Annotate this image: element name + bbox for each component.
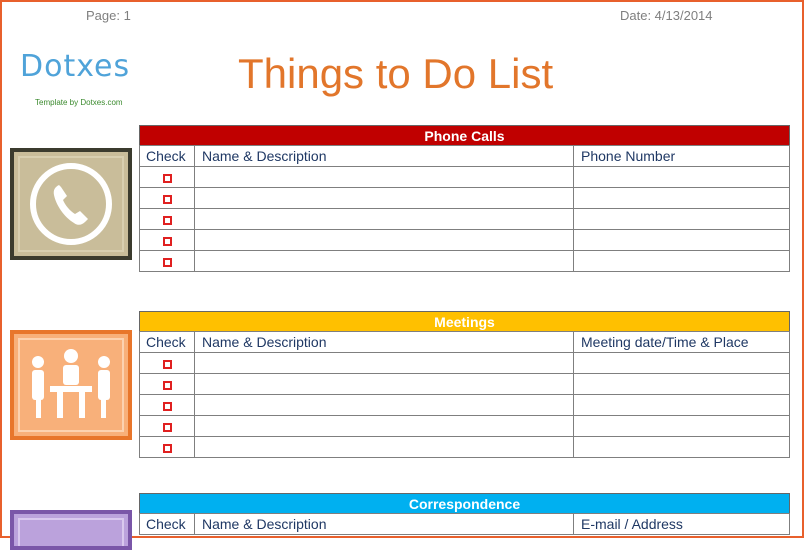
- table-row: [140, 251, 790, 272]
- table-cell[interactable]: [195, 209, 574, 230]
- page-date: Date: 4/13/2014: [620, 8, 713, 23]
- table-row: [140, 395, 790, 416]
- table-cell[interactable]: [574, 251, 790, 272]
- phone-icon: [10, 148, 132, 260]
- table-cell[interactable]: [195, 395, 574, 416]
- checkbox[interactable]: [163, 402, 172, 411]
- logo-text: Dotxes: [20, 49, 131, 84]
- column-header: Name & Description: [195, 146, 574, 167]
- column-header: Meeting date/Time & Place: [574, 332, 790, 353]
- table-cell[interactable]: [195, 230, 574, 251]
- section-correspondence: [139, 493, 790, 535]
- table-cell[interactable]: [195, 353, 574, 374]
- table-cell[interactable]: [574, 230, 790, 251]
- checkbox[interactable]: [163, 444, 172, 453]
- logo: [20, 50, 150, 88]
- checkbox[interactable]: [163, 216, 172, 225]
- section-title: Meetings: [139, 311, 790, 331]
- table-header-row: [140, 146, 790, 167]
- checkbox[interactable]: [163, 237, 172, 246]
- table-cell[interactable]: [195, 437, 574, 458]
- checkbox[interactable]: [163, 195, 172, 204]
- column-header: Name & Description: [195, 514, 574, 535]
- table-row: [140, 167, 790, 188]
- column-header: E-mail / Address: [574, 514, 790, 535]
- column-header: Check: [140, 332, 195, 353]
- correspondence-icon: [10, 510, 132, 550]
- table-cell[interactable]: [574, 353, 790, 374]
- table-cell[interactable]: [574, 416, 790, 437]
- meetings-table: [139, 331, 790, 458]
- table-cell[interactable]: [574, 188, 790, 209]
- column-header: Name & Description: [195, 332, 574, 353]
- table-row: [140, 209, 790, 230]
- checkbox[interactable]: [163, 360, 172, 369]
- table-header-row: [140, 332, 790, 353]
- table-cell[interactable]: [195, 188, 574, 209]
- table-cell[interactable]: [195, 167, 574, 188]
- column-header: Check: [140, 514, 195, 535]
- table-row: [140, 437, 790, 458]
- table-cell[interactable]: [195, 374, 574, 395]
- table-row: [140, 416, 790, 437]
- table-header-row: [140, 514, 790, 535]
- table-cell[interactable]: [574, 167, 790, 188]
- table-row: [140, 353, 790, 374]
- table-row: [140, 188, 790, 209]
- page-number: Page: 1: [86, 8, 131, 23]
- checkbox[interactable]: [163, 423, 172, 432]
- checkbox[interactable]: [163, 258, 172, 267]
- column-header: Check: [140, 146, 195, 167]
- checkbox[interactable]: [163, 381, 172, 390]
- section-title: Phone Calls: [139, 125, 790, 145]
- phone-calls-table: [139, 145, 790, 272]
- meeting-icon: [10, 330, 132, 440]
- checkbox[interactable]: [163, 174, 172, 183]
- table-cell[interactable]: [574, 437, 790, 458]
- page-title: Things to Do List: [238, 50, 554, 97]
- table-cell[interactable]: [195, 416, 574, 437]
- section-phone-calls: [139, 125, 790, 272]
- table-row: [140, 230, 790, 251]
- logo-subtitle: Template by Dotxes.com: [35, 98, 123, 107]
- column-header: Phone Number: [574, 146, 790, 167]
- section-meetings: [139, 311, 790, 458]
- table-cell[interactable]: [574, 395, 790, 416]
- table-row: [140, 374, 790, 395]
- logo-tagline-line: [42, 84, 150, 88]
- section-title: Correspondence: [139, 493, 790, 513]
- table-cell[interactable]: [195, 251, 574, 272]
- table-cell[interactable]: [574, 209, 790, 230]
- correspondence-table: [139, 513, 790, 535]
- table-cell[interactable]: [574, 374, 790, 395]
